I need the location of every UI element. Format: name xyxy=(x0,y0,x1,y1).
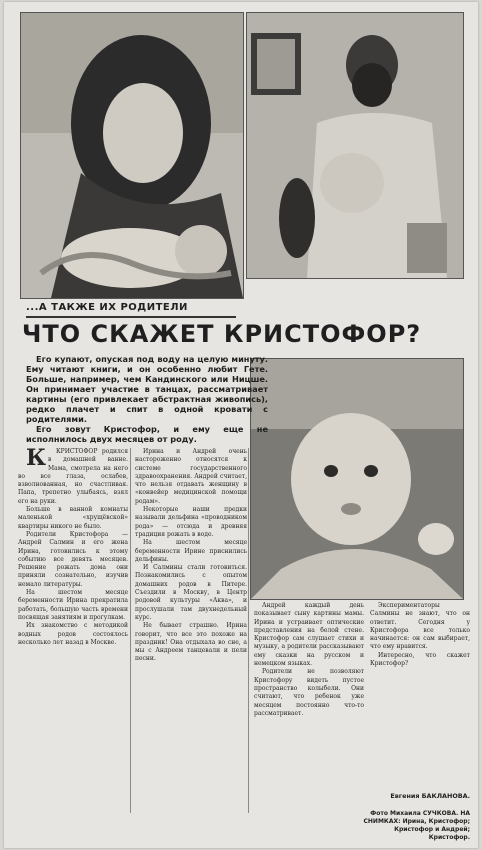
author-byline: Евгения БАКЛАНОВА. xyxy=(390,792,470,800)
paragraph: На шестом месяце беременности Ирине приснились дельфины. xyxy=(135,539,247,563)
photo-mother-with-baby xyxy=(20,12,244,299)
paragraph: К КРИСТОФОР родился в домашней ванне. Мама, смотрела на него во все глаза, ослабев, взволнованная, но счастливая. Папа, трепетно улыбаясь, взял его на руки. xyxy=(18,448,128,505)
article-column-2 xyxy=(135,448,247,813)
paragraph: И Салмины стали готовиться. Познакомились с опытом домашних родов в Питере. Съездили в Москву, в Центр родовой культуры «Аква», и прослушали там двухнедельный курс. xyxy=(135,564,247,621)
paragraph: Экспериментаторы Салмины не знают, что он ответит. Сегодня у Кристофора все только начинается: он сам выбирает, что ему нравится. xyxy=(370,602,470,651)
lead-paragraph xyxy=(26,354,268,462)
headline: ЧТО СКАЖЕТ КРИСТОФОР? xyxy=(22,320,422,348)
paragraph: Родители Кристофора — Андрей Салмин и его жена Ирина, готовились к этому событию все девять месяцев. Решение рожать дома они приняли сознательно, изучив немало литературы. xyxy=(18,530,128,588)
paragraph: Андрей каждый день показывает сыну картины мамы. Ирина и устраивает оптические представления на белой стене. Кристофор сам слушает стихи и музыку, а родители рассказывают ему сказки на русском и немецком языках. xyxy=(254,602,364,668)
photo-credit: Фото Михаила СУЧКОВА. НА СНИМКАХ: Ирина, Кристофор; Кристофор и Андрей; Кристофор. xyxy=(363,810,470,841)
paragraph: Интересно, что скажет Кристофор? xyxy=(370,651,470,668)
lead-text-1: Его купают, опуская под воду на целую минуту. Ему читают книги, и он особенно любит Гете. Больше, например, чем Кандинского или Ницше. Он принимает участие в танцах, рассматривает картины (его привлекает абстрактная живопись), редко плачет и спит в одной кровати с родителями. xyxy=(26,354,268,424)
article-column-1 xyxy=(18,448,128,813)
article-column-3 xyxy=(254,602,364,813)
article-body xyxy=(18,448,472,813)
paragraph: Ирина и Андрей очень настороженно относятся к системе государственного здравоохранения. Андрей считает, что нельзя отдавать женщину в «конвейер медицинской помощи родам». xyxy=(135,448,247,505)
article-column-4 xyxy=(370,602,470,813)
kicker: ...А ТАКЖЕ ИХ РОДИТЕЛИ xyxy=(26,302,188,313)
paragraph: Некоторые наши предки называли дельфина «проводником рода» — отсюда и древняя традиция рожать в воде. xyxy=(135,506,247,538)
kicker-rule xyxy=(26,316,236,318)
paragraph: На шестом месяце беременности Ирина прекратила работать, большую часть времени посвящая занятиям и прогулкам. xyxy=(18,589,128,621)
paragraph: Их знакомство с методикой водных родов состоялось несколько лет назад в Москве. xyxy=(18,622,128,646)
paragraph: Больше в ванной комнаты маленькой «хрущёвской» квартиры никого не было. xyxy=(18,506,128,530)
photo-father-with-baby xyxy=(246,12,464,279)
paragraph: Родители не позволяют Кристофору видеть пустое пространство колыбели. Они считают, что ребенок уже месяцем постоянно что-то рассматривает. xyxy=(254,668,364,717)
newspaper-page xyxy=(4,2,478,848)
lead-text-2: Его зовут Кристофор, и ему еще не исполнилось двух месяцев от роду. xyxy=(26,424,268,444)
drop-cap: К xyxy=(26,448,47,471)
paragraph: Не бывает страшно. Ирина говорит, что все это похоже на праздник! Она отдыхала во сне, а мы с Андреем танцевали и пели песни. xyxy=(135,622,247,663)
